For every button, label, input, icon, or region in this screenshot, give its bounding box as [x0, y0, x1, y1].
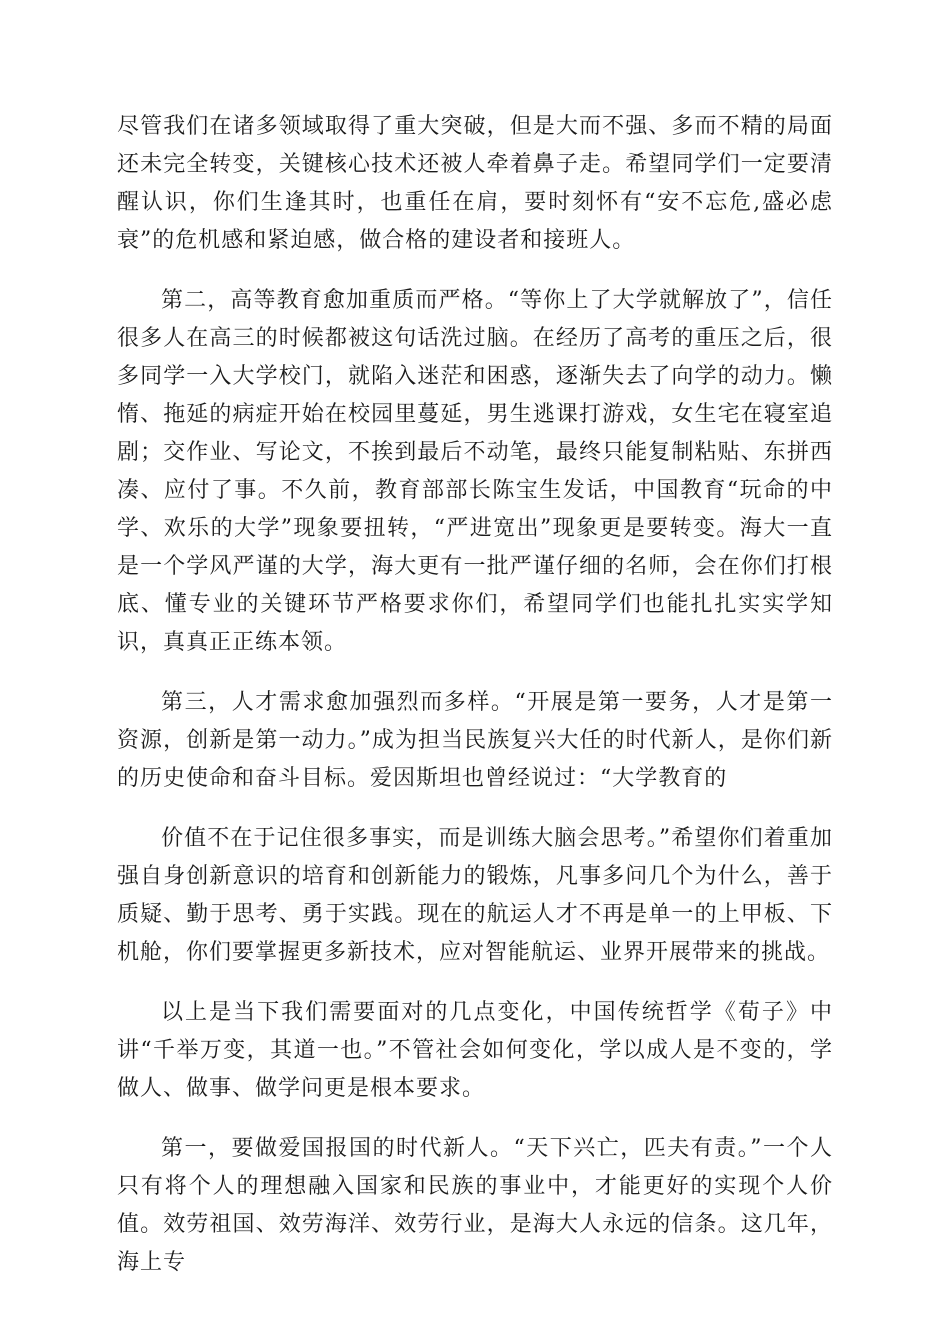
paragraph-5: 以上是当下我们需要面对的几点变化，中国传统哲学《荀子》中讲“千举万变，其道一也。”不管社会如何变化，学以成人是不变的，学做人、做事、做学问更是根本要求。 [117, 1000, 833, 1101]
paragraph-4: 价值不在于记住很多事实，而是训练大脑会思考。”希望你们着重加强自身创新意识的培育和创新能力的锻炼，凡事多问几个为什么，善于质疑、勤于思考、勇于实践。现在的航运人才不再是单一的上甲板、下机舱，你们要掌握更多新技术，应对智能航运、业界开展带来的挑战。 [117, 826, 833, 965]
document-page [117, 108, 833, 1304]
paragraph-3: 第三，人才需求愈加强烈而多样。“开展是第一要务，人才是第一资源，创新是第一动力。”成为担当民族复兴大任的时代新人，是你们新的历史使命和奋斗目标。爱因斯坦也曾经说过：“大学教育的 [117, 690, 833, 791]
paragraph-2: 第二，高等教育愈加重质而严格。“等你上了大学就解放了”，信任很多人在高三的时候都被这句话洗过脑。在经历了高考的重压之后，很多同学一入大学校门，就陷入迷茫和困惑，逐渐失去了向学的动力。懒惰、拖延的病症开始在校园里蔓延，男生逃课打游戏，女生宅在寝室追剧；交作业、写论文，不挨到最后不动笔，最终只能复制粘贴、东拼西凑、应付了事。不久前，教育部部长陈宝生发话，中国教育“玩命的中学、欢乐的大学”现象要扭转，“严进宽出”现象更是要转变。海大一直是一个学风严谨的大学，海大更有一批严谨仔细的名师，会在你们打根底、懂专业的关键环节严格要求你们，希望同学们也能扎扎实实学知识，真真正正练本领。 [117, 288, 833, 655]
paragraph-6: 第一，要做爱国报国的时代新人。“天下兴亡，匹夫有责。”一个人只有将个人的理想融入国家和民族的事业中，才能更好的实现个人价值。效劳祖国、效劳海洋、效劳行业，是海大人永远的信条。这几年，海上专 [117, 1136, 833, 1275]
paragraph-1: 尽管我们在诸多领域取得了重大突破，但是大而不强、多而不精的局面还未完全转变，关键核心技术还被人牵着鼻子走。希望同学们一定要清醒认识，你们生逢其时，也重任在肩，要时刻怀有“安不忘危,盛必虑衰”的危机感和紧迫感，做合格的建设者和接班人。 [117, 114, 833, 253]
